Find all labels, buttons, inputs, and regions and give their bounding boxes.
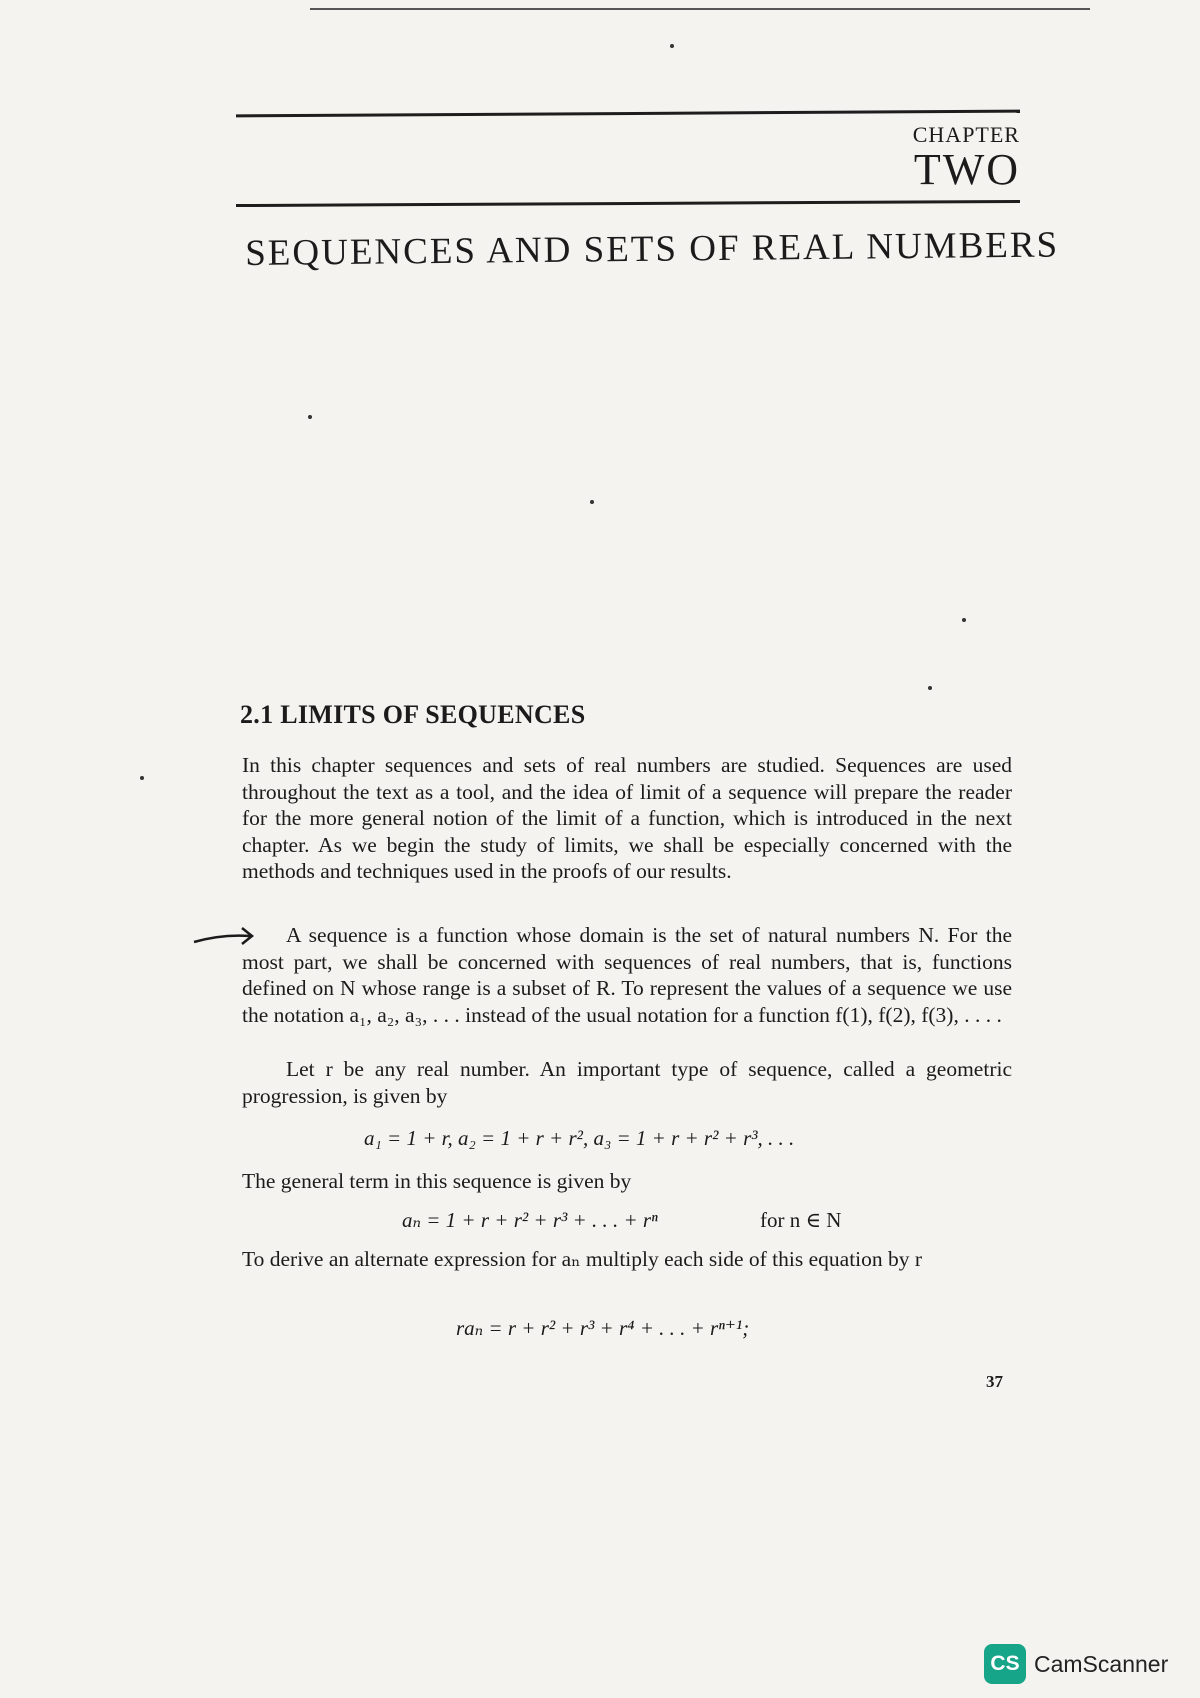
scan-speck (590, 500, 594, 504)
paragraph-intro-text: In this chapter sequences and sets of real numbers are studied. Sequences are used throughout the text as a tool, and the idea of limit of a sequence will prepare the reader for the more general notion of the limit of a function, which is introduced in the next chapter. As we begin the study of limits, we shall be especially concerned with the methods and techniques used in the proofs of our results. (242, 753, 1012, 884)
scan-speck (140, 776, 144, 780)
camscanner-logo-icon: CS (984, 1644, 1026, 1684)
top-scan-line (310, 8, 1090, 10)
camscanner-name: CamScanner (1034, 1650, 1169, 1677)
scan-speck (670, 44, 674, 48)
paragraph-sequence-definition (242, 922, 1012, 1028)
paragraph-intro (242, 752, 1012, 885)
scan-speck (928, 686, 932, 690)
equation-general-term-condition: for n ∈ N (760, 1208, 842, 1232)
chapter-number: TWO (913, 145, 1020, 194)
scan-speck (308, 415, 312, 419)
equation-multiplied: raₙ = r + r² + r³ + r⁴ + . . . + rⁿ⁺¹; (456, 1316, 750, 1340)
derive-text (242, 1246, 1012, 1273)
equation-geometric-terms: a₁ = 1 + r, a₂ = 1 + r + r², a₃ = 1 + r + r² + r³, . . . (364, 1126, 795, 1150)
page-number: 37 (986, 1372, 1003, 1391)
general-term-text-line: The general term in this sequence is given by (242, 1169, 632, 1193)
section-heading: 2.1 LIMITS OF SEQUENCES (240, 700, 586, 729)
chapter-title: SEQUENCES AND SETS OF REAL NUMBERS (245, 224, 1060, 274)
paragraph-geometric-progression-text: Let r be any real number. An important type of sequence, called a geometric progression, is given by (242, 1057, 1012, 1108)
chapter-label: CHAPTER (912, 122, 1020, 147)
paragraph-sequence-definition-text: A sequence is a function whose domain is the set of natural numbers N. For the most part, we shall be concerned with sequences of real numbers, that is, functions defined on N whose range is a subset of R. To represent the values of a sequence we use the notation a₁, a₂, a₃, . . . instead of the usual notation for a function f(1), f(2), f(3), . . . . (242, 923, 1012, 1027)
general-term-text (242, 1168, 1012, 1195)
chapter-rule-middle (236, 200, 1020, 207)
paragraph-geometric-progression (242, 1056, 1012, 1109)
equation-general-term: aₙ = 1 + r + r² + r³ + . . . + rⁿ (402, 1208, 658, 1232)
scan-speck (962, 618, 966, 622)
chapter-rule-top (236, 110, 1020, 118)
camscanner-watermark (984, 1644, 1168, 1684)
derive-text-line: To derive an alternate expression for aₙ multiply each side of this equation by r (242, 1247, 923, 1271)
